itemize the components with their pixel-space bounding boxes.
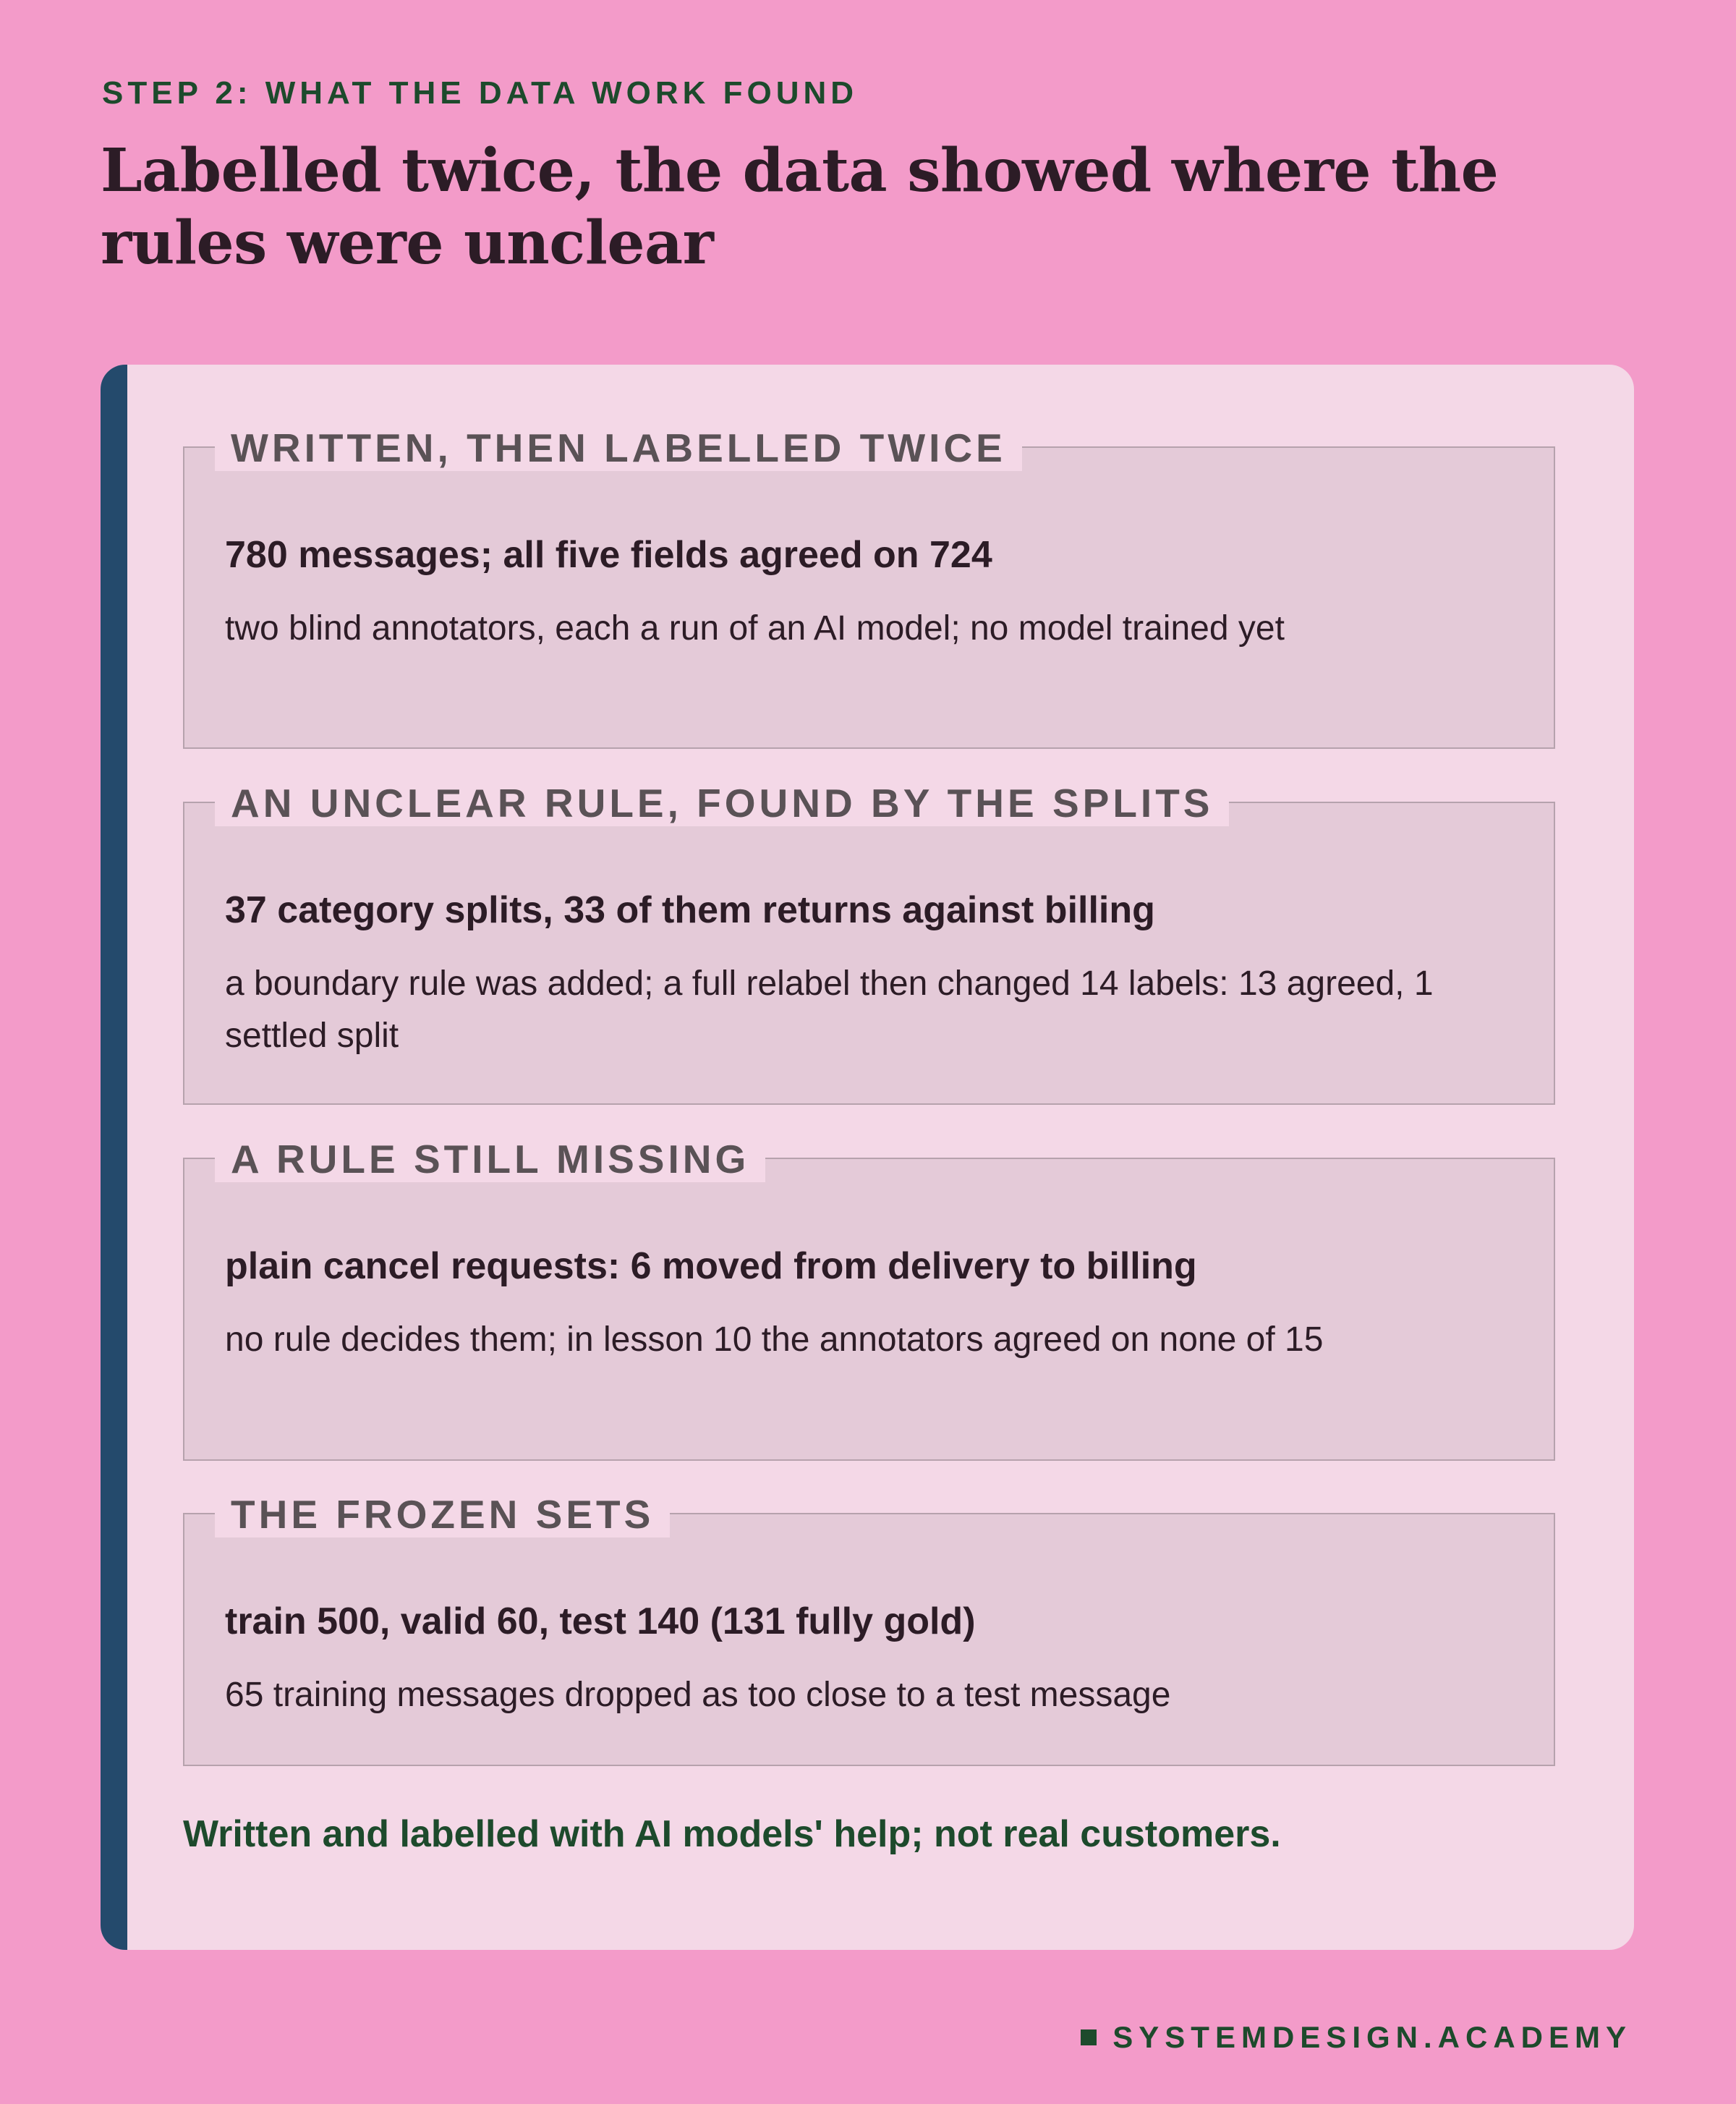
square-bullet-icon <box>1081 2029 1097 2045</box>
section-detail: a boundary rule was added; a full relabel then changed 14 labels: 13 agreed, 1 settled split <box>225 964 1434 1055</box>
section-stat: plain cancel requests: 6 moved from delivery to billing <box>225 1245 1197 1287</box>
section-detail: no rule decides them; in lesson 10 the annotators agreed on none of 15 <box>225 1320 1324 1359</box>
findings-card <box>101 365 1634 1950</box>
section-stat: 780 messages; all five fields agreed on 724 <box>225 534 992 576</box>
section-frozen-sets <box>183 1492 1555 1766</box>
section-label: A RULE STILL MISSING <box>215 1136 765 1182</box>
section-stat: train 500, valid 60, test 140 (131 fully gold) <box>225 1600 976 1642</box>
section-rule-missing <box>183 1137 1555 1461</box>
footnote: Written and labelled with AI models' help; not real customers. <box>183 1813 1281 1855</box>
section-label: THE FROZEN SETS <box>215 1491 670 1537</box>
section-label: AN UNCLEAR RULE, FOUND BY THE SPLITS <box>215 780 1229 826</box>
section-detail: 65 training messages dropped as too close to a test message <box>225 1676 1171 1714</box>
page-title: Labelled twice, the data showed where the rules were unclear <box>101 136 1499 278</box>
brand-name: SYSTEMDESIGN.ACADEMY <box>1112 2020 1632 2054</box>
section-stat: 37 category splits, 33 of them returns against billing <box>225 889 1155 931</box>
section-detail: two blind annotators, each a run of an AI model; no model trained yet <box>225 609 1285 648</box>
step-eyebrow: STEP 2: WHAT THE DATA WORK FOUND <box>102 75 859 111</box>
section-unclear-rule <box>183 781 1555 1105</box>
card-accent-bar <box>101 365 127 1950</box>
brand-footer <box>1081 2020 1632 2055</box>
section-label: WRITTEN, THEN LABELLED TWICE <box>215 425 1022 471</box>
section-labelled-twice <box>183 425 1555 749</box>
